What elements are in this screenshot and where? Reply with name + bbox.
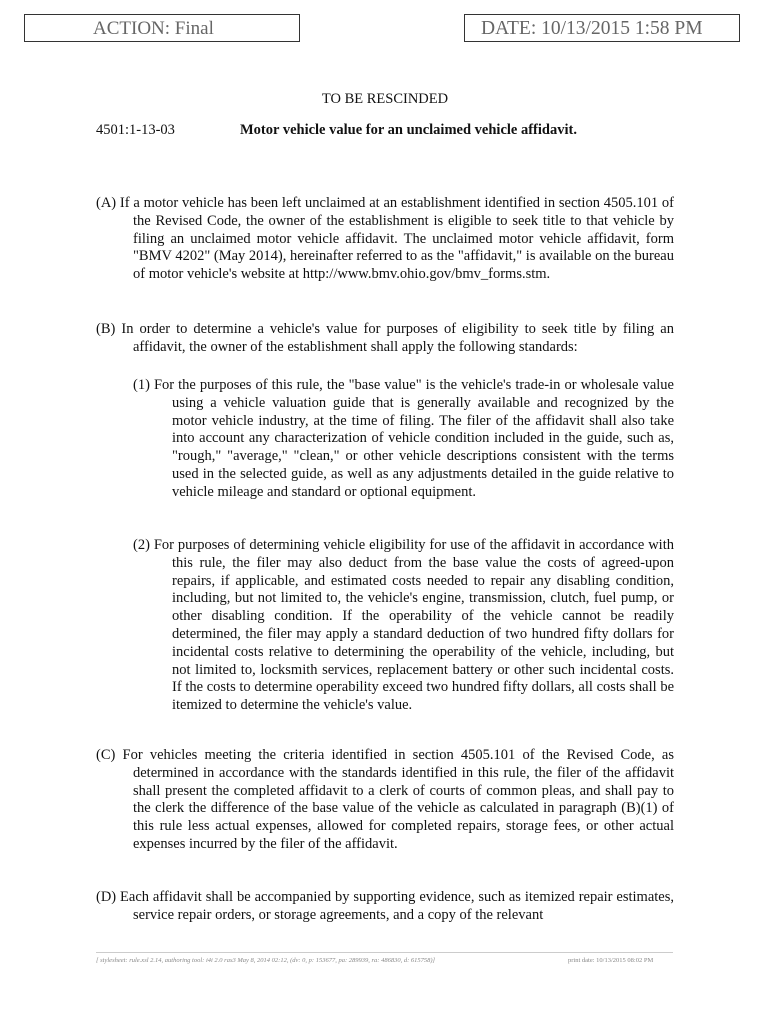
paragraph-a: (A) If a motor vehicle has been left unclaimed at an establishment identified in section 4505.101 of the Revised Code, the owner of the establishment is eligible to seek title to that vehicle by filing an unclaimed motor vehicle affidavit. The unclaimed motor vehicle affidavit, form "BMV 4202" (May 2014), hereinafter referred to as the "affidavit," is available on the bureau of motor vehicle's website at http://www.bmv.ohio.gov/bmv_forms.stm. <box>96 195 674 283</box>
rule-number: 4501:1-13-03 <box>96 122 175 138</box>
action-label: ACTION: Final <box>93 18 214 39</box>
date-box <box>464 14 740 42</box>
paragraph-c: (C) For vehicles meeting the criteria identified in section 4505.101 of the Revised Code, as determined in accordance with the standards identified in this rule, the filer of the affidavit shall present the completed affidavit to a clerk of courts of common pleas, and shall pay to the clerk the difference of the base value of the vehicle as calculated in paragraph (B)(1) of this rule less actual expenses, allowed for completed repairs, storage fees, or other actual expenses incurred by the filer of the affidavit. <box>96 747 674 852</box>
footer-print-date: print date: 10/13/2015 08:02 PM <box>568 957 654 964</box>
action-box <box>24 14 300 42</box>
footer-divider <box>96 952 673 953</box>
paragraph-b2: (2) For purposes of determining vehicle eligibility for use of the affidavit in accordance with this rule, the filer may also deduct from the base value the costs of agreed-upon repairs, if applicable, and estimated costs needed to repair any disabling condition, including, but not limited to, the vehicle's engine, transmission, clutch, fuel pump, or other disabling condition. If the operability of the vehicle cannot be readily determined, the filer may apply a standard deduction of two hundred fifty dollars for incidental costs relative to determining the operability of the vehicle, including, but not limited to, locksmith services, replacement battery or other such incidental costs. If the costs to determine operability exceed two hundred fifty dollars, all costs shall be itemized to determine the vehicle's value. <box>133 537 674 714</box>
paragraph-b: (B) In order to determine a vehicle's value for purposes of eligibility to seek title by filing an affidavit, the owner of the establishment shall apply the following standards: <box>96 321 674 355</box>
date-label: DATE: 10/13/2015 1:58 PM <box>481 18 703 39</box>
rule-title: Motor vehicle value for an unclaimed vehicle affidavit. <box>240 122 577 138</box>
paragraph-d: (D) Each affidavit shall be accompanied by supporting evidence, such as itemized repair estimates, service repair orders, or storage agreements, and a copy of the relevant <box>96 889 674 923</box>
footer-stylesheet-info: [ stylesheet: rule.xsl 2.14, authoring tool: i4i 2.0 ras3 May 8, 2014 02:12, (dv: 0, p: 153677, pa: 289939, ra: 486830, d: 615758)] <box>96 957 436 964</box>
rule-status: TO BE RESCINDED <box>321 91 449 107</box>
paragraph-b1: (1) For the purposes of this rule, the "base value" is the vehicle's trade-in or wholesale value using a vehicle valuation guide that is generally available and recognized by the motor vehicle industry, at the time of filing. The filer of the affidavit shall also take into account any characterization of vehicle condition included in the guide, such as, "rough," "average," "clean," or other vehicle descriptions consistent with the terms used in the selected guide, as well as any adjustments detailed in the guide relative to vehicle mileage and standard or optional equipment. <box>133 377 674 500</box>
